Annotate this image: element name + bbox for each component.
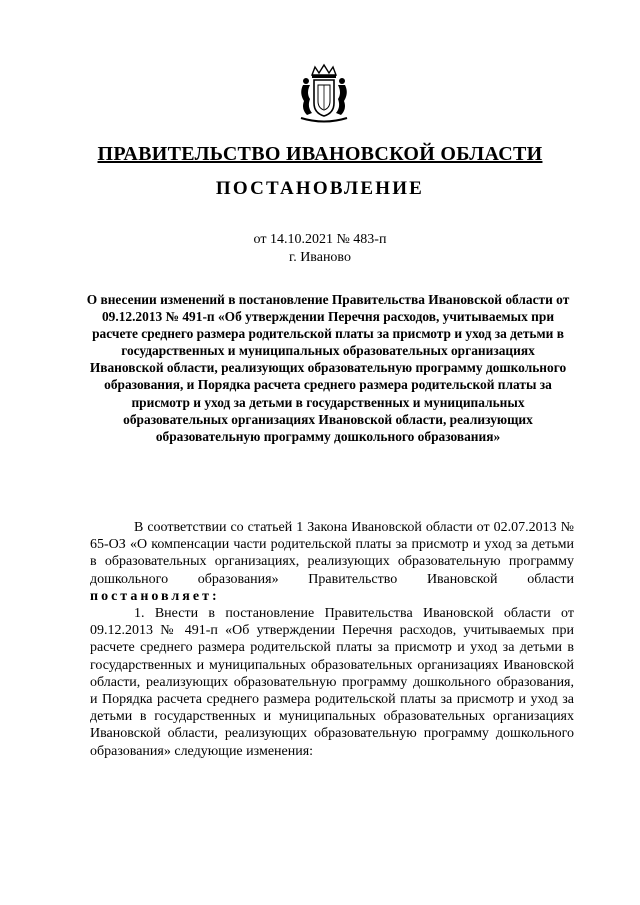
- preamble-paragraph: [90, 519, 574, 605]
- preamble-text: В соответствии со статьей 1 Закона Ивановской области от 02.07.2013 № 65-ОЗ «О компенсации части родительской платы за присмотр и уход за детьми в образовательных организациях, реализующих образовательную программу дошкольного образования» Правительство Ивановской области: [90, 520, 574, 587]
- document-city: г. Иваново: [289, 250, 351, 265]
- resolves-keyword: постановляет:: [90, 588, 220, 604]
- document-date-number: от 14.10.2021 № 483-п: [253, 232, 387, 247]
- document-title: О внесении изменений в постановление Правительства Ивановской области от 09.12.2013 № 491-п «Об утверждении Перечня расходов, учитываемых при расчете среднего размера родительской платы за присмотр и уход за детьми в государственных и муниципальных образовательных организациях Ивановской области, реализующих образовательную программу дошкольного образования, и Порядка расчета среднего размера родительской платы за присмотр и уход за детьми в государственных и муниципальных образовательных организациях Ивановской области, реализующих образовательную программу дошкольного образования»: [86, 292, 570, 444]
- item-1-paragraph: 1. Внести в постановление Правительства Ивановской области от 09.12.2013 № 491-п «Об утверждении Перечня расходов, учитываемых при расчете среднего размера родительской платы за присмотр и уход за детьми в государственных и муниципальных образовательных организациях Ивановской области, реализующих образовательную программу дошкольного образования, и Порядка расчета среднего размера родительской платы за присмотр и уход за детьми в государственных и муниципальных образовательных организациях Ивановской области, реализующих образовательную программу дошкольного образования» следующие изменения:: [90, 606, 574, 759]
- document-type: ПОСТАНОВЛЕНИЕ: [215, 178, 425, 199]
- organization-name: ПРАВИТЕЛЬСТВО ИВАНОВСКОЙ ОБЛАСТИ: [97, 143, 543, 165]
- document-body: [90, 519, 574, 760]
- coat-of-arms-icon: [295, 63, 353, 125]
